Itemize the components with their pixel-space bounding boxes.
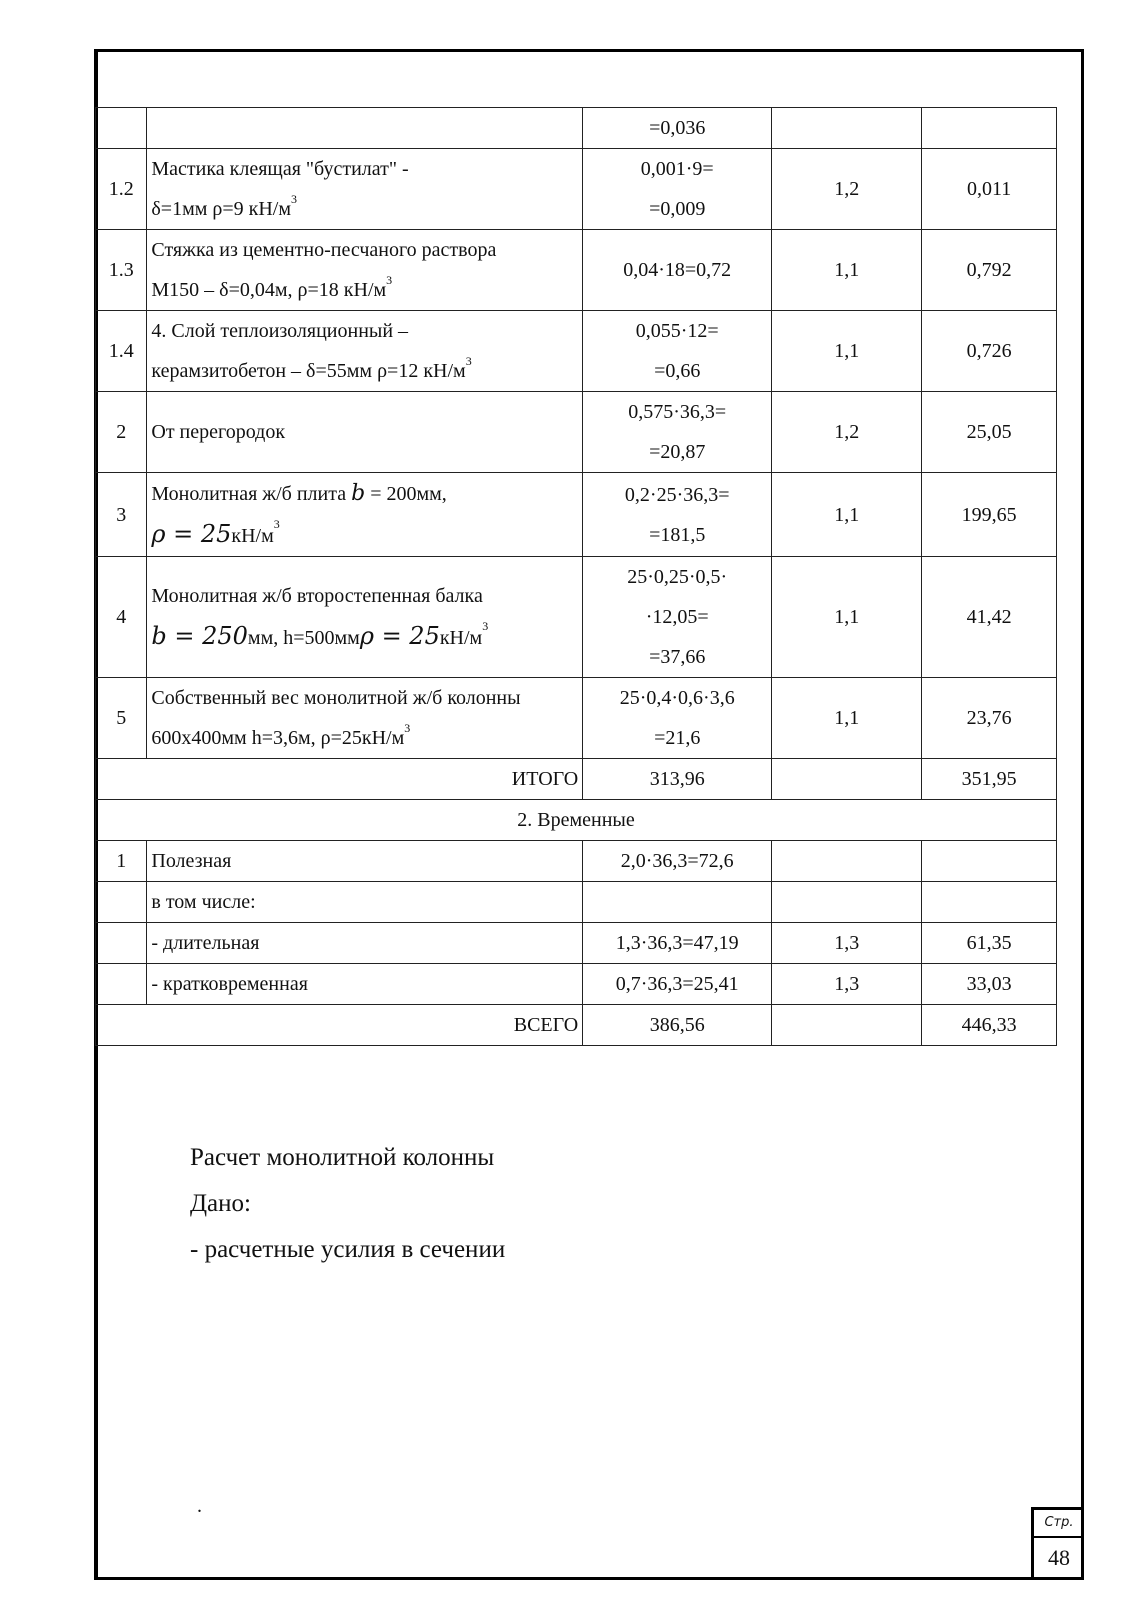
row-desc — [147, 149, 583, 230]
body-text — [190, 1135, 505, 1273]
row-num: 1.2 — [96, 149, 147, 230]
row-calc: 0,575·36,3= =20,87 — [583, 392, 772, 473]
table-row — [96, 230, 1057, 311]
row-coef: 1,3 — [772, 964, 922, 1005]
section-title: 2. Временные — [96, 800, 1057, 841]
total-coef — [772, 1005, 922, 1046]
table-row — [96, 557, 1057, 678]
row-res — [922, 882, 1057, 923]
row-res: 41,42 — [922, 557, 1057, 678]
table-row — [96, 311, 1057, 392]
row-coef: 1,2 — [772, 392, 922, 473]
row-coef: 1,1 — [772, 557, 922, 678]
row-res: 61,35 — [922, 923, 1057, 964]
desc-line: Мастика клеящая "бустилат" - — [151, 158, 409, 180]
row-coef: 1,1 — [772, 230, 922, 311]
row-coef: 1,1 — [772, 311, 922, 392]
row-res: 33,03 — [922, 964, 1057, 1005]
row-desc: Монолитная ж/б второстепенная балка b = 250мм, $h=500мм\rho = 25кН/м^3$ — [147, 557, 583, 678]
row-calc: 25·0,4·0,6·3,6 =21,6 — [583, 678, 772, 759]
row-res: 0,792 — [922, 230, 1057, 311]
row-num — [96, 882, 147, 923]
row-calc — [583, 882, 772, 923]
total-calc: 313,96 — [583, 759, 772, 800]
row-coef: 1,2 — [772, 149, 922, 230]
desc-line: δ=1мм ρ=9 $кН/м^3$ — [151, 192, 298, 220]
row-num: 1.3 — [96, 230, 147, 311]
row-desc — [147, 108, 583, 149]
row-res: 0,726 — [922, 311, 1057, 392]
row-res: 199,65 — [922, 473, 1057, 557]
row-calc: 2,0·36,3=72,6 — [583, 841, 772, 882]
row-num: 5 — [96, 678, 147, 759]
row-desc: Стяжка из цементно-песчаного раствора М150 – δ=0,04м, ρ=18 $кН/м^3$ — [147, 230, 583, 311]
row-num: 1 — [96, 841, 147, 882]
row-calc: 0,001·9= =0,009 — [583, 149, 772, 230]
row-res: 0,011 — [922, 149, 1057, 230]
page-stamp-label: Стр. — [1034, 1510, 1084, 1538]
table-row — [96, 149, 1057, 230]
row-coef — [772, 841, 922, 882]
loads-table — [95, 107, 1057, 1046]
row-calc: 1,3·36,3=47,19 — [583, 923, 772, 964]
table-row — [96, 923, 1057, 964]
section-heading: Расчет монолитной колонны — [190, 1144, 495, 1171]
total-res: 446,33 — [922, 1005, 1057, 1046]
row-calc: 0,055·12= =0,66 — [583, 311, 772, 392]
row-coef: 1,1 — [772, 473, 922, 557]
total-label: ВСЕГО — [96, 1005, 583, 1046]
table-row — [96, 678, 1057, 759]
row-res — [922, 841, 1057, 882]
row-desc: От перегородок — [147, 392, 583, 473]
page-stamp — [1031, 1507, 1084, 1580]
total-label: ИТОГО — [96, 759, 583, 800]
total-coef — [772, 759, 922, 800]
section-row — [96, 800, 1057, 841]
total-calc: 386,56 — [583, 1005, 772, 1046]
table-row — [96, 841, 1057, 882]
row-num: 3 — [96, 473, 147, 557]
total-row — [96, 759, 1057, 800]
row-res: 25,05 — [922, 392, 1057, 473]
table-row — [96, 882, 1057, 923]
row-desc: в том числе: — [147, 882, 583, 923]
row-num: 1.4 — [96, 311, 147, 392]
row-coef — [772, 882, 922, 923]
row-num — [96, 108, 147, 149]
table-row — [96, 108, 1057, 149]
table-row — [96, 392, 1057, 473]
row-desc: Собственный вес монолитной ж/б колонны 600х400мм h=3,6м, $\rho=25кН/м^3$ — [147, 678, 583, 759]
total-row — [96, 1005, 1057, 1046]
row-desc: - кратковременная — [147, 964, 583, 1005]
page-number: 48 — [1048, 1545, 1070, 1570]
row-desc: Монолитная ж/б плита b = 200мм, $\rho = 25кН/м^3$ — [147, 473, 583, 557]
row-desc: - длительная — [147, 923, 583, 964]
given-item: - расчетные усилия в сечении — [190, 1236, 506, 1263]
row-desc: Полезная — [147, 841, 583, 882]
row-calc: =0,036 — [583, 108, 772, 149]
row-num: 2 — [96, 392, 147, 473]
table-row — [96, 964, 1057, 1005]
total-res: 351,95 — [922, 759, 1057, 800]
row-coef: 1,3 — [772, 923, 922, 964]
row-desc: 4. Слой теплоизоляционный – керамзитобетон – δ=55мм ρ=12 $кН/м^3$ — [147, 311, 583, 392]
row-num — [96, 923, 147, 964]
row-coef — [772, 108, 922, 149]
table-row — [96, 473, 1057, 557]
row-calc: 0,04·18=0,72 — [583, 230, 772, 311]
row-num — [96, 964, 147, 1005]
row-res — [922, 108, 1057, 149]
given-label: Дано: — [190, 1190, 251, 1217]
row-calc: 25·0,25·0,5· ·12,05= =37,66 — [583, 557, 772, 678]
row-coef: 1,1 — [772, 678, 922, 759]
row-num: 4 — [96, 557, 147, 678]
row-calc: 0,2·25·36,3= =181,5 — [583, 473, 772, 557]
stray-dot: . — [197, 1495, 202, 1517]
row-calc: 0,7·36,3=25,41 — [583, 964, 772, 1005]
row-res: 23,76 — [922, 678, 1057, 759]
